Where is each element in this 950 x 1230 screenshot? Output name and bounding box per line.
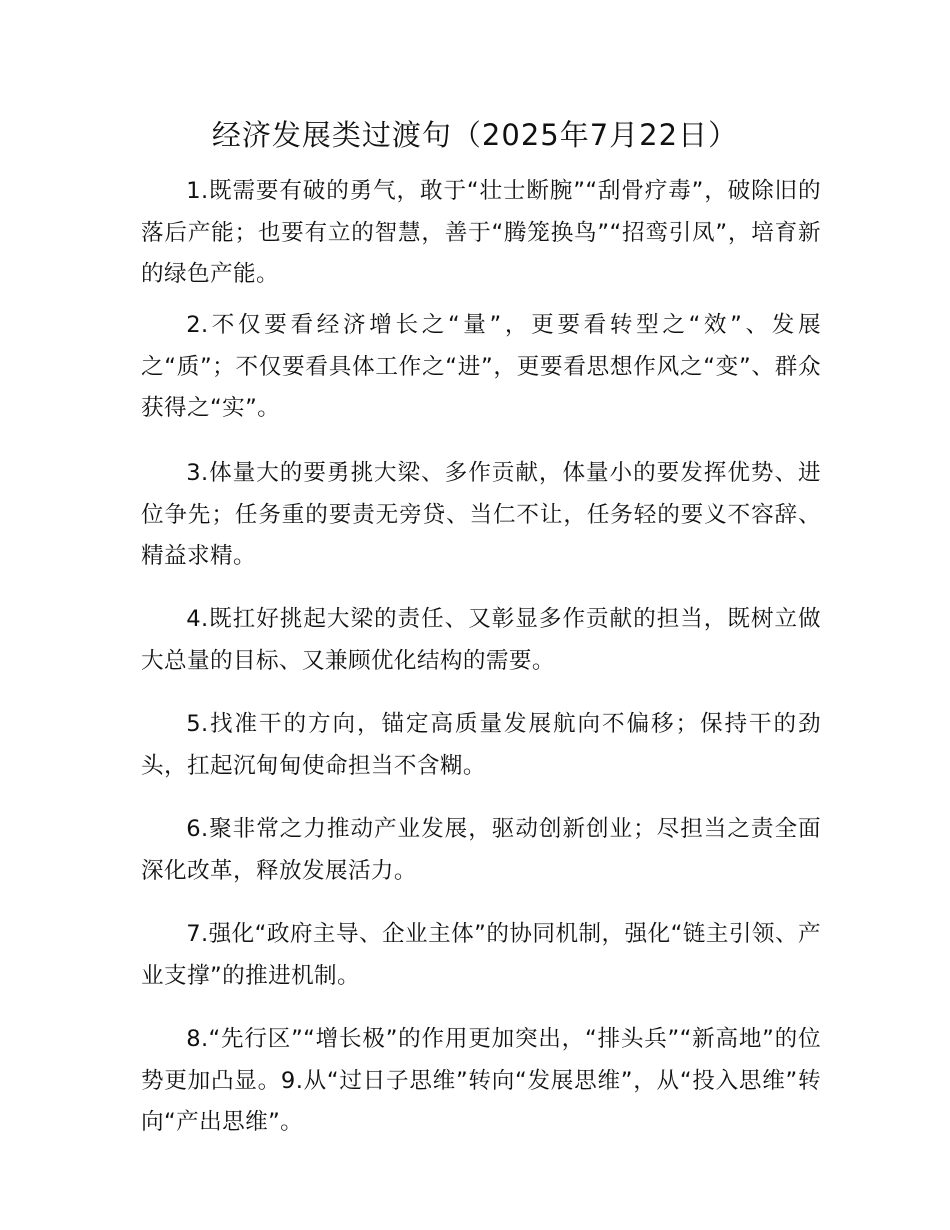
paragraph-1: 1.既需要有破的勇气，敢于“壮士断腕”“刮骨疗毒”，破除旧的落后产能；也要有立的智慧，善于“腾笼换鸟”“招鸾引凤”，培育新的绿色产能。 xyxy=(141,178,821,287)
paragraph-3: 3.体量大的要勇挑大梁、多作贡献，体量小的要发挥优势、进位争先；任务重的要责无旁贷、当仁不让，任务轻的要义不容辞、精益求精。 xyxy=(141,460,821,569)
paragraph-2: 2.不仅要看经济增长之“量”，更要看转型之“效”、发展之“质”；不仅要看具体工作之“进”，更要看思想作风之“变”、群众获得之“实”。 xyxy=(141,312,821,421)
paragraph-4: 4.既扛好挑起大梁的责任、又彰显多作贡献的担当，既树立做大总量的目标、又兼顾优化结构的需要。 xyxy=(141,606,821,674)
paragraph-5: 5.找准干的方向，锚定高质量发展航向不偏移；保持干的劲头，扛起沉甸甸使命担当不含糊。 xyxy=(141,711,821,779)
paragraph-7: 7.强化“政府主导、企业主体”的协同机制，强化“链主引领、产业支撑”的推进机制。 xyxy=(141,921,821,989)
document-title: 经济发展类过渡句（2025年7月22日） xyxy=(211,118,739,152)
paragraph-8: 8.“先行区”“增长极”的作用更加突出，“排头兵”“新高地”的位势更加凸显。9.从“过日子思维”转向“发展思维”，从“投入思维”转向“产出思维”。 xyxy=(141,1026,821,1135)
paragraph-6: 6.聚非常之力推动产业发展，驱动创新创业；尽担当之责全面深化改革，释放发展活力。 xyxy=(141,816,821,884)
document-body xyxy=(141,171,821,1149)
